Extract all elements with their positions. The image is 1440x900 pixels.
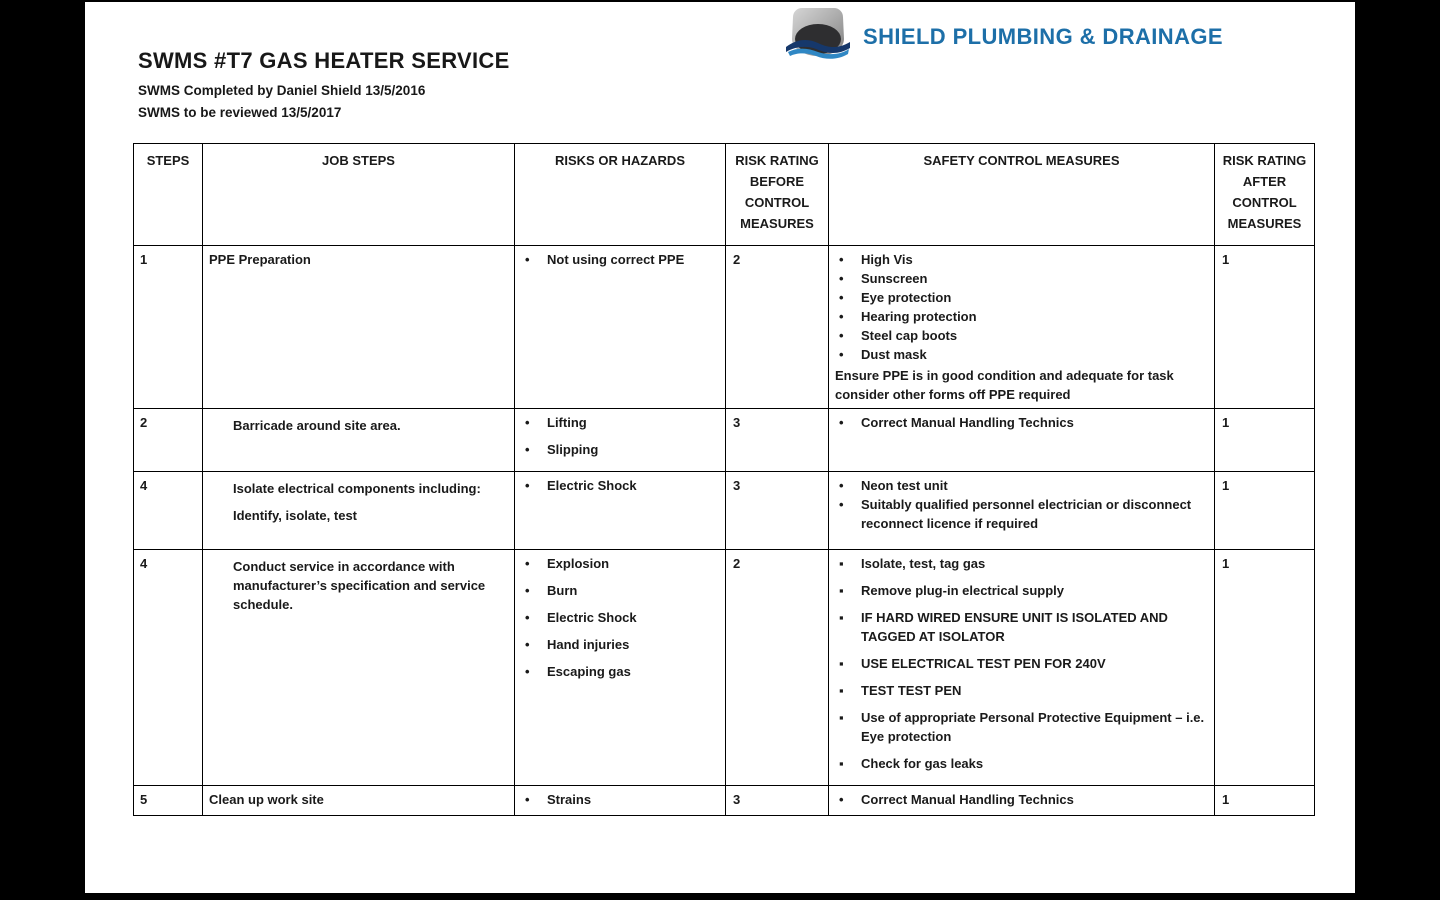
risks-cell <box>515 409 726 472</box>
step-number-cell: 1 <box>134 246 203 409</box>
bullet-icon: ▪ <box>839 656 844 671</box>
list-item <box>835 681 1208 700</box>
bullet-icon: • <box>839 252 844 267</box>
header-risk-after: RISK RATING AFTER CONTROL MEASURES <box>1215 144 1315 246</box>
list-item-text: Electric Shock <box>547 478 637 493</box>
list-item <box>835 554 1208 573</box>
bullet-icon: • <box>525 610 530 625</box>
bullet-icon: • <box>525 664 530 679</box>
step-number-cell: 2 <box>134 409 203 472</box>
subtitle-review: SWMS to be reviewed 13/5/2017 <box>138 105 342 120</box>
list-item-text: Slipping <box>547 442 599 457</box>
list-item <box>521 476 719 495</box>
header-risk-before: RISK RATING BEFORE CONTROL MEASURES <box>726 144 829 246</box>
list-item-text: USE ELECTRICAL TEST PEN FOR 240V <box>861 656 1106 671</box>
bullet-icon: ▪ <box>839 710 844 725</box>
list-item <box>835 581 1208 600</box>
list-item <box>521 413 719 432</box>
risk-rating-after-cell: 1 <box>1215 246 1315 409</box>
list-item <box>521 440 719 459</box>
step-number-cell: 5 <box>134 786 203 816</box>
list-item-text: Sunscreen <box>861 271 928 286</box>
list-item-text: Neon test unit <box>861 478 948 493</box>
list-item <box>521 581 719 600</box>
list-item-text: Not using correct PPE <box>547 252 685 267</box>
list-item-text: Lifting <box>547 415 587 430</box>
table-row <box>134 550 1315 786</box>
list-item-text: Correct Manual Handling Technics <box>861 415 1074 430</box>
safety-measures-cell <box>829 472 1215 550</box>
list-item-text: Remove plug-in electrical supply <box>861 583 1064 598</box>
risks-cell <box>515 246 726 409</box>
list-item <box>835 326 1208 345</box>
list-item-text: Eye protection <box>861 290 952 305</box>
header-safety: SAFETY CONTROL MEASURES <box>829 144 1215 246</box>
list-item-text: IF HARD WIRED ENSURE UNIT IS ISOLATED AND TAGGED AT ISOLATOR <box>861 610 1168 644</box>
list-item <box>521 662 719 681</box>
list-item <box>835 288 1208 307</box>
job-step-line: PPE Preparation <box>209 252 311 267</box>
bullet-icon: • <box>839 347 844 362</box>
table-body <box>134 246 1315 816</box>
job-step-line: Clean up work site <box>209 792 324 807</box>
bullet-icon: • <box>839 497 844 512</box>
list-item-text: Correct Manual Handling Technics <box>861 792 1074 807</box>
list-item <box>835 608 1208 646</box>
list-item <box>835 476 1208 495</box>
list-item-text: High Vis <box>861 252 913 267</box>
table-header-row <box>134 144 1315 246</box>
bullet-icon: ▪ <box>839 683 844 698</box>
header-risks: RISKS OR HAZARDS <box>515 144 726 246</box>
bullet-icon: ▪ <box>839 583 844 598</box>
bullet-icon: • <box>839 792 844 807</box>
header-job-steps: JOB STEPS <box>203 144 515 246</box>
list-item <box>835 269 1208 288</box>
risk-rating-before-cell: 3 <box>726 472 829 550</box>
bullet-icon: • <box>839 290 844 305</box>
job-step-line: Conduct service in accordance with manufacturer’s specification and service schedule. <box>233 559 486 612</box>
list-item-text: Suitably qualified personnel electrician or disconnect reconnect licence if required <box>861 497 1192 531</box>
list-item <box>521 554 719 573</box>
bullet-icon: ▪ <box>839 610 844 625</box>
table-row <box>134 409 1315 472</box>
job-steps-cell <box>203 246 515 409</box>
list-item-text: Burn <box>547 583 578 598</box>
list-item <box>521 790 719 809</box>
risks-cell <box>515 472 726 550</box>
list-item <box>521 250 719 269</box>
header-steps: STEPS <box>134 144 203 246</box>
step-number-cell: 4 <box>134 550 203 786</box>
safety-measures-cell: • High Vis • Sunscreen • Eye protection • Hearing protection • Steel cap boots • Dust mask Ensure PPE is in good condition and adequate for task consider other forms off PPE required <box>829 246 1215 409</box>
risks-cell <box>515 786 726 816</box>
step-number-cell: 4 <box>134 472 203 550</box>
bullet-icon: ▪ <box>839 756 844 771</box>
list-item-text: Hand injuries <box>547 637 630 652</box>
risk-rating-before-cell: 3 <box>726 786 829 816</box>
company-name: SHIELD PLUMBING & DRAINAGE <box>863 24 1223 49</box>
risk-rating-after-cell: 1 <box>1215 472 1315 550</box>
pipe-water-icon <box>785 6 851 68</box>
list-item <box>835 307 1208 326</box>
bullet-icon: • <box>839 478 844 493</box>
list-item-text: Steel cap boots <box>861 328 958 343</box>
bullet-icon: • <box>525 637 530 652</box>
table-row <box>134 472 1315 550</box>
risk-rating-before-cell: 2 <box>726 550 829 786</box>
list-item <box>835 708 1208 746</box>
bullet-icon: • <box>525 252 530 267</box>
list-item <box>835 495 1208 533</box>
job-step-line: Identify, isolate, test <box>233 508 358 523</box>
list-item-text: Strains <box>547 792 592 807</box>
table-row <box>134 246 1315 409</box>
job-step-line: Isolate electrical components including: <box>233 481 481 496</box>
list-item-text: TEST TEST PEN <box>861 683 962 698</box>
list-item-text: Check for gas leaks <box>861 756 984 771</box>
bullet-icon: • <box>525 415 530 430</box>
list-item <box>521 635 719 654</box>
subtitle-completed: SWMS Completed by Daniel Shield 13/5/2016 <box>138 83 426 98</box>
list-item <box>521 608 719 627</box>
bullet-icon: • <box>525 583 530 598</box>
list-item <box>835 754 1208 773</box>
bullet-icon: • <box>525 556 530 571</box>
risk-rating-before-cell: 3 <box>726 409 829 472</box>
bullet-icon: • <box>839 309 844 324</box>
risks-cell <box>515 550 726 786</box>
list-item <box>835 250 1208 269</box>
bullet-icon: • <box>839 271 844 286</box>
risk-rating-before-cell: 2 <box>726 246 829 409</box>
list-item <box>835 345 1208 364</box>
risk-rating-after-cell: 1 <box>1215 550 1315 786</box>
job-step-line: Barricade around site area. <box>233 418 401 433</box>
job-steps-cell <box>203 550 515 786</box>
risk-rating-after-cell: 1 <box>1215 409 1315 472</box>
safety-measures-cell <box>829 786 1215 816</box>
list-item <box>835 413 1208 432</box>
job-steps-cell <box>203 472 515 550</box>
list-item-text: Electric Shock <box>547 610 637 625</box>
safety-measures-cell <box>829 550 1215 786</box>
document-page <box>85 2 1355 893</box>
page-title: SWMS #T7 GAS HEATER SERVICE <box>138 48 510 73</box>
job-steps-cell <box>203 409 515 472</box>
bullet-icon: ▪ <box>839 556 844 571</box>
list-item <box>835 654 1208 673</box>
list-item-text: Isolate, test, tag gas <box>861 556 986 571</box>
bullet-icon: • <box>839 328 844 343</box>
bullet-icon: • <box>839 415 844 430</box>
swms-table <box>133 143 1315 816</box>
company-logo <box>785 6 1223 68</box>
bullet-icon: • <box>525 442 530 457</box>
list-item-text: Hearing protection <box>861 309 977 324</box>
list-item-text: Explosion <box>547 556 610 571</box>
bullet-icon: • <box>525 792 530 807</box>
job-steps-cell <box>203 786 515 816</box>
risk-rating-after-cell: 1 <box>1215 786 1315 816</box>
bullet-icon: • <box>525 478 530 493</box>
list-item-text: Use of appropriate Personal Protective Equipment – i.e. Eye protection <box>861 710 1205 744</box>
list-item <box>835 790 1208 809</box>
safety-measures-cell <box>829 409 1215 472</box>
list-item-text: Escaping gas <box>547 664 631 679</box>
list-item-text: Dust mask <box>861 347 927 362</box>
table-row <box>134 786 1315 816</box>
